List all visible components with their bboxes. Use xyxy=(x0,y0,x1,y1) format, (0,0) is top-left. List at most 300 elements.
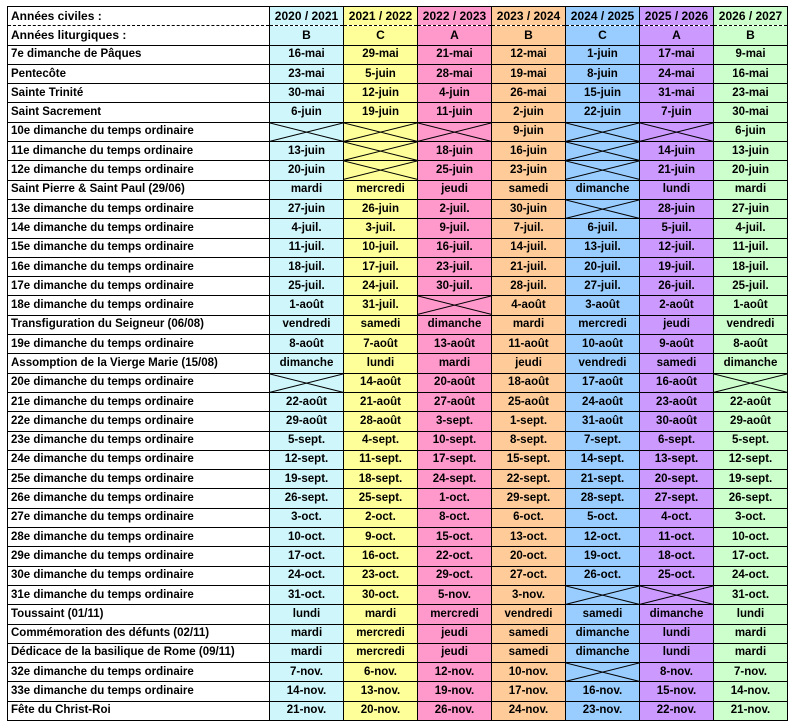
table-row xyxy=(8,450,788,469)
date-cell: 5-sept. xyxy=(270,431,344,450)
table-row xyxy=(8,335,788,354)
table-row xyxy=(8,547,788,566)
row-label: 27e dimanche du temps ordinaire xyxy=(8,508,270,527)
date-cell: 19-nov. xyxy=(418,682,492,701)
date-cell: 3-oct. xyxy=(270,508,344,527)
date-cell: 16-mai xyxy=(270,45,344,64)
civil-year-row xyxy=(8,7,788,26)
date-cell: 21-juil. xyxy=(492,257,566,276)
table-row xyxy=(8,180,788,199)
date-cell: mardi xyxy=(270,643,344,662)
date-cell: samedi xyxy=(492,643,566,662)
date-cell: 17-oct. xyxy=(714,547,788,566)
date-cell: mardi xyxy=(714,643,788,662)
date-cell: 15-sept. xyxy=(492,450,566,469)
date-cell: 30-mai xyxy=(270,84,344,103)
cross-mark-icon xyxy=(418,123,491,141)
date-cell: 29-sept. xyxy=(492,489,566,508)
table-row xyxy=(8,412,788,431)
date-cell: 22-sept. xyxy=(492,470,566,489)
date-cell: 24-oct. xyxy=(270,566,344,585)
liturgical-cycle-cell: B xyxy=(492,26,566,45)
date-cell: 10-sept. xyxy=(418,431,492,450)
date-cell: 5-oct. xyxy=(566,508,640,527)
date-cell: 19-oct. xyxy=(566,547,640,566)
date-cell: mardi xyxy=(418,354,492,373)
date-cell: 13-août xyxy=(418,335,492,354)
date-cell: 13-juil. xyxy=(566,238,640,257)
date-cell: 16-mai xyxy=(714,64,788,83)
date-cell: 11-sept. xyxy=(344,450,418,469)
not-applicable-cell xyxy=(566,585,640,604)
date-cell: 31-oct. xyxy=(270,585,344,604)
row-label: Saint Sacrement xyxy=(8,103,270,122)
date-cell: 14-juil. xyxy=(492,238,566,257)
date-cell: jeudi xyxy=(418,624,492,643)
date-cell: 21-août xyxy=(344,392,418,411)
not-applicable-cell xyxy=(640,122,714,141)
not-applicable-cell xyxy=(566,199,640,218)
date-cell: 26-mai xyxy=(492,84,566,103)
date-cell: 1-juin xyxy=(566,45,640,64)
row-label: 23e dimanche du temps ordinaire xyxy=(8,431,270,450)
table-row xyxy=(8,373,788,392)
date-cell: 10-nov. xyxy=(492,663,566,682)
date-cell: 12-sept. xyxy=(714,450,788,469)
date-cell: 13-juin xyxy=(714,142,788,161)
cross-mark-icon xyxy=(566,586,639,604)
table-row xyxy=(8,508,788,527)
date-cell: 12-sept. xyxy=(270,450,344,469)
civil-year-cell: 2024 / 2025 xyxy=(566,7,640,26)
date-cell: 27-sept. xyxy=(640,489,714,508)
date-cell: 25-oct. xyxy=(640,566,714,585)
liturgical-calendar xyxy=(7,6,787,717)
date-cell: 11-oct. xyxy=(640,528,714,547)
date-cell: 9-mai xyxy=(714,45,788,64)
date-cell: 18-juin xyxy=(418,142,492,161)
date-cell: 17-sept. xyxy=(418,450,492,469)
row-label: Toussaint (01/11) xyxy=(8,605,270,624)
date-cell: 17-mai xyxy=(640,45,714,64)
not-applicable-cell xyxy=(566,122,640,141)
date-cell: 30-juil. xyxy=(418,277,492,296)
date-cell: 24-juil. xyxy=(344,277,418,296)
date-cell: 27-juin xyxy=(270,199,344,218)
date-cell: 9-juil. xyxy=(418,219,492,238)
date-cell: 20-août xyxy=(418,373,492,392)
date-cell: 21-sept. xyxy=(566,470,640,489)
date-cell: 19-mai xyxy=(492,64,566,83)
date-cell: 15-oct. xyxy=(418,528,492,547)
date-cell: 20-oct. xyxy=(492,547,566,566)
date-cell: lundi xyxy=(640,643,714,662)
cross-mark-icon xyxy=(344,123,417,141)
date-cell: 23-nov. xyxy=(566,701,640,720)
cross-mark-icon xyxy=(566,142,639,160)
table-row xyxy=(8,528,788,547)
civil-year-cell: 2021 / 2022 xyxy=(344,7,418,26)
date-cell: 7-nov. xyxy=(714,663,788,682)
row-label: 17e dimanche du temps ordinaire xyxy=(8,277,270,296)
date-cell: 18-juil. xyxy=(714,257,788,276)
table-row xyxy=(8,84,788,103)
row-label: 31e dimanche du temps ordinaire xyxy=(8,585,270,604)
date-cell: 24-mai xyxy=(640,64,714,83)
date-cell: 14-nov. xyxy=(270,682,344,701)
date-cell: 12-nov. xyxy=(418,663,492,682)
cross-mark-icon xyxy=(566,200,639,218)
date-cell: dimanche xyxy=(418,315,492,334)
date-cell: 27-août xyxy=(418,392,492,411)
date-cell: 11-juin xyxy=(418,103,492,122)
row-label: 16e dimanche du temps ordinaire xyxy=(8,257,270,276)
date-cell: 6-juin xyxy=(714,122,788,141)
civil-year-cell: 2020 / 2021 xyxy=(270,7,344,26)
date-cell: samedi xyxy=(492,624,566,643)
date-cell: 24-oct. xyxy=(714,566,788,585)
date-cell: 26-juin xyxy=(344,199,418,218)
date-cell: 16-août xyxy=(640,373,714,392)
row-label: Commémoration des défunts (02/11) xyxy=(8,624,270,643)
row-label: 30e dimanche du temps ordinaire xyxy=(8,566,270,585)
date-cell: 21-juin xyxy=(640,161,714,180)
not-applicable-cell xyxy=(640,585,714,604)
table-row xyxy=(8,663,788,682)
date-cell: 27-juin xyxy=(714,199,788,218)
date-cell: 23-mai xyxy=(270,64,344,83)
date-cell: 12-juil. xyxy=(640,238,714,257)
date-cell: jeudi xyxy=(492,354,566,373)
date-cell: 20-nov. xyxy=(344,701,418,720)
date-cell: dimanche xyxy=(640,605,714,624)
liturgical-year-row xyxy=(8,26,788,45)
date-cell: 22-nov. xyxy=(640,701,714,720)
date-cell: 30-oct. xyxy=(344,585,418,604)
date-cell: 3-sept. xyxy=(418,412,492,431)
date-cell: lundi xyxy=(344,354,418,373)
table-row xyxy=(8,199,788,218)
date-cell: jeudi xyxy=(418,180,492,199)
row-label: 20e dimanche du temps ordinaire xyxy=(8,373,270,392)
date-cell: 16-nov. xyxy=(566,682,640,701)
date-cell: 13-juin xyxy=(270,142,344,161)
date-cell: 23-juin xyxy=(492,161,566,180)
date-cell: 5-juin xyxy=(344,64,418,83)
date-cell: 13-oct. xyxy=(492,528,566,547)
date-cell: 15-nov. xyxy=(640,682,714,701)
date-cell: mardi xyxy=(344,605,418,624)
date-cell: 4-oct. xyxy=(640,508,714,527)
date-cell: 14-juin xyxy=(640,142,714,161)
table-row xyxy=(8,45,788,64)
date-cell: 3-juil. xyxy=(344,219,418,238)
date-cell: 8-oct. xyxy=(418,508,492,527)
row-label: 21e dimanche du temps ordinaire xyxy=(8,392,270,411)
date-cell: jeudi xyxy=(418,643,492,662)
cross-mark-icon xyxy=(566,123,639,141)
not-applicable-cell xyxy=(344,122,418,141)
date-cell: 10-oct. xyxy=(270,528,344,547)
liturgical-cycle-cell: B xyxy=(270,26,344,45)
date-cell: 7-sept. xyxy=(566,431,640,450)
row-label: 28e dimanche du temps ordinaire xyxy=(8,528,270,547)
date-cell: 28-sept. xyxy=(566,489,640,508)
date-cell: 17-nov. xyxy=(492,682,566,701)
date-cell: 25-juil. xyxy=(714,277,788,296)
cross-mark-icon xyxy=(566,161,639,179)
table-row xyxy=(8,238,788,257)
date-cell: 19-juil. xyxy=(640,257,714,276)
table-row xyxy=(8,122,788,141)
row-label: Pentecôte xyxy=(8,64,270,83)
date-cell: vendredi xyxy=(270,315,344,334)
date-cell: 12-oct. xyxy=(566,528,640,547)
date-cell: mercredi xyxy=(418,605,492,624)
date-cell: 26-nov. xyxy=(418,701,492,720)
date-cell: 17-août xyxy=(566,373,640,392)
date-cell: 6-nov. xyxy=(344,663,418,682)
date-cell: 25-juil. xyxy=(270,277,344,296)
row-label: 33e dimanche du temps ordinaire xyxy=(8,682,270,701)
date-cell: 29-oct. xyxy=(418,566,492,585)
date-cell: 1-août xyxy=(270,296,344,315)
row-label: 13e dimanche du temps ordinaire xyxy=(8,199,270,218)
date-cell: 13-sept. xyxy=(640,450,714,469)
table-row xyxy=(8,605,788,624)
date-cell: 3-oct. xyxy=(714,508,788,527)
date-cell: 30-août xyxy=(640,412,714,431)
date-cell: samedi xyxy=(344,315,418,334)
table-row xyxy=(8,64,788,83)
row-label: Dédicace de la basilique de Rome (09/11) xyxy=(8,643,270,662)
table-row xyxy=(8,354,788,373)
date-cell: 14-nov. xyxy=(714,682,788,701)
row-label: 29e dimanche du temps ordinaire xyxy=(8,547,270,566)
date-cell: 7-juil. xyxy=(492,219,566,238)
row-label: Saint Pierre & Saint Paul (29/06) xyxy=(8,180,270,199)
date-cell: 29-août xyxy=(270,412,344,431)
liturgical-year-label: Années liturgiques : xyxy=(8,26,270,45)
date-cell: 17-juil. xyxy=(344,257,418,276)
date-cell: mardi xyxy=(714,624,788,643)
date-cell: 8-août xyxy=(270,335,344,354)
date-cell: 5-juil. xyxy=(640,219,714,238)
row-label: 22e dimanche du temps ordinaire xyxy=(8,412,270,431)
row-label: 25e dimanche du temps ordinaire xyxy=(8,470,270,489)
date-cell: 1-sept. xyxy=(492,412,566,431)
date-cell: 19-sept. xyxy=(270,470,344,489)
date-cell: samedi xyxy=(492,180,566,199)
date-cell: 23-juil. xyxy=(418,257,492,276)
date-cell: 28-août xyxy=(344,412,418,431)
date-cell: 19-sept. xyxy=(714,470,788,489)
date-cell: mardi xyxy=(492,315,566,334)
table-row xyxy=(8,315,788,334)
row-label: Fête du Christ-Roi xyxy=(8,701,270,720)
date-cell: 30-juin xyxy=(492,199,566,218)
date-cell: 2-juin xyxy=(492,103,566,122)
table-row xyxy=(8,431,788,450)
date-cell: 9-oct. xyxy=(344,528,418,547)
date-cell: 10-juil. xyxy=(344,238,418,257)
not-applicable-cell xyxy=(270,122,344,141)
date-cell: 25-sept. xyxy=(344,489,418,508)
date-cell: 18-sept. xyxy=(344,470,418,489)
date-cell: 2-août xyxy=(640,296,714,315)
date-cell: mercredi xyxy=(344,624,418,643)
date-cell: 3-août xyxy=(566,296,640,315)
cross-mark-icon xyxy=(270,123,343,141)
table-row xyxy=(8,161,788,180)
date-cell: 5-nov. xyxy=(418,585,492,604)
date-cell: 12-juin xyxy=(344,84,418,103)
date-cell: 30-mai xyxy=(714,103,788,122)
date-cell: 29-août xyxy=(714,412,788,431)
date-cell: 3-nov. xyxy=(492,585,566,604)
date-cell: 31-oct. xyxy=(714,585,788,604)
liturgical-cycle-cell: A xyxy=(418,26,492,45)
not-applicable-cell xyxy=(344,161,418,180)
table-row xyxy=(8,257,788,276)
table-row xyxy=(8,624,788,643)
date-cell: 7-août xyxy=(344,335,418,354)
calendar-table xyxy=(7,6,788,721)
date-cell: 22-août xyxy=(714,392,788,411)
date-cell: 10-août xyxy=(566,335,640,354)
table-row xyxy=(8,643,788,662)
date-cell: 6-juil. xyxy=(566,219,640,238)
date-cell: mercredi xyxy=(344,643,418,662)
table-row xyxy=(8,392,788,411)
date-cell: 16-juil. xyxy=(418,238,492,257)
date-cell: 2-juil. xyxy=(418,199,492,218)
date-cell: 18-août xyxy=(492,373,566,392)
date-cell: 25-août xyxy=(492,392,566,411)
civil-year-cell: 2023 / 2024 xyxy=(492,7,566,26)
row-label: Assomption de la Vierge Marie (15/08) xyxy=(8,354,270,373)
date-cell: 11-juil. xyxy=(270,238,344,257)
date-cell: jeudi xyxy=(640,315,714,334)
date-cell: 18-oct. xyxy=(640,547,714,566)
date-cell: samedi xyxy=(640,354,714,373)
date-cell: 4-juil. xyxy=(270,219,344,238)
row-label: 11e dimanche du temps ordinaire xyxy=(8,142,270,161)
row-label: 18e dimanche du temps ordinaire xyxy=(8,296,270,315)
cross-mark-icon xyxy=(640,586,713,604)
liturgical-cycle-cell: C xyxy=(566,26,640,45)
date-cell: 14-août xyxy=(344,373,418,392)
date-cell: 25-juin xyxy=(418,161,492,180)
table-row xyxy=(8,142,788,161)
date-cell: mardi xyxy=(270,180,344,199)
date-cell: 20-juin xyxy=(714,161,788,180)
cross-mark-icon xyxy=(640,123,713,141)
cross-mark-icon xyxy=(566,663,639,681)
date-cell: 21-nov. xyxy=(714,701,788,720)
date-cell: 9-juin xyxy=(492,122,566,141)
civil-year-cell: 2026 / 2027 xyxy=(714,7,788,26)
civil-year-cell: 2022 / 2023 xyxy=(418,7,492,26)
date-cell: 8-août xyxy=(714,335,788,354)
table-row xyxy=(8,277,788,296)
date-cell: 12-mai xyxy=(492,45,566,64)
cross-mark-icon xyxy=(418,296,491,314)
date-cell: 24-sept. xyxy=(418,470,492,489)
date-cell: 4-juil. xyxy=(714,219,788,238)
liturgical-cycle-cell: B xyxy=(714,26,788,45)
civil-year-cell: 2025 / 2026 xyxy=(640,7,714,26)
date-cell: 8-juin xyxy=(566,64,640,83)
table-row xyxy=(8,470,788,489)
cross-mark-icon xyxy=(344,142,417,160)
date-cell: 24-nov. xyxy=(492,701,566,720)
date-cell: 31-août xyxy=(566,412,640,431)
date-cell: 22-oct. xyxy=(418,547,492,566)
not-applicable-cell xyxy=(418,296,492,315)
row-label: 26e dimanche du temps ordinaire xyxy=(8,489,270,508)
date-cell: 11-août xyxy=(492,335,566,354)
not-applicable-cell xyxy=(344,142,418,161)
table-row xyxy=(8,219,788,238)
row-label: 32e dimanche du temps ordinaire xyxy=(8,663,270,682)
table-row xyxy=(8,566,788,585)
date-cell: 23-mai xyxy=(714,84,788,103)
date-cell: mardi xyxy=(270,624,344,643)
date-cell: 28-juil. xyxy=(492,277,566,296)
date-cell: 2-oct. xyxy=(344,508,418,527)
not-applicable-cell xyxy=(714,373,788,392)
table-row xyxy=(8,585,788,604)
date-cell: vendredi xyxy=(566,354,640,373)
not-applicable-cell xyxy=(270,373,344,392)
row-label: 7e dimanche de Pâques xyxy=(8,45,270,64)
date-cell: 31-juil. xyxy=(344,296,418,315)
row-label: 12e dimanche du temps ordinaire xyxy=(8,161,270,180)
date-cell: 14-sept. xyxy=(566,450,640,469)
date-cell: 23-août xyxy=(640,392,714,411)
date-cell: 21-mai xyxy=(418,45,492,64)
table-row xyxy=(8,296,788,315)
cross-mark-icon xyxy=(344,161,417,179)
date-cell: 5-sept. xyxy=(714,431,788,450)
date-cell: 27-oct. xyxy=(492,566,566,585)
date-cell: 11-juil. xyxy=(714,238,788,257)
date-cell: 7-juin xyxy=(640,103,714,122)
date-cell: dimanche xyxy=(270,354,344,373)
date-cell: dimanche xyxy=(566,643,640,662)
date-cell: 28-juin xyxy=(640,199,714,218)
date-cell: 6-juin xyxy=(270,103,344,122)
date-cell: 6-oct. xyxy=(492,508,566,527)
date-cell: dimanche xyxy=(714,354,788,373)
row-label: Transfiguration du Seigneur (06/08) xyxy=(8,315,270,334)
date-cell: 29-mai xyxy=(344,45,418,64)
date-cell: lundi xyxy=(640,180,714,199)
not-applicable-cell xyxy=(566,663,640,682)
date-cell: dimanche xyxy=(566,180,640,199)
row-label: Sainte Trinité xyxy=(8,84,270,103)
date-cell: 9-août xyxy=(640,335,714,354)
date-cell: mercredi xyxy=(566,315,640,334)
date-cell: 20-sept. xyxy=(640,470,714,489)
date-cell: 8-nov. xyxy=(640,663,714,682)
date-cell: 22-août xyxy=(270,392,344,411)
date-cell: 6-sept. xyxy=(640,431,714,450)
date-cell: 1-août xyxy=(714,296,788,315)
date-cell: 26-sept. xyxy=(714,489,788,508)
date-cell: 31-mai xyxy=(640,84,714,103)
